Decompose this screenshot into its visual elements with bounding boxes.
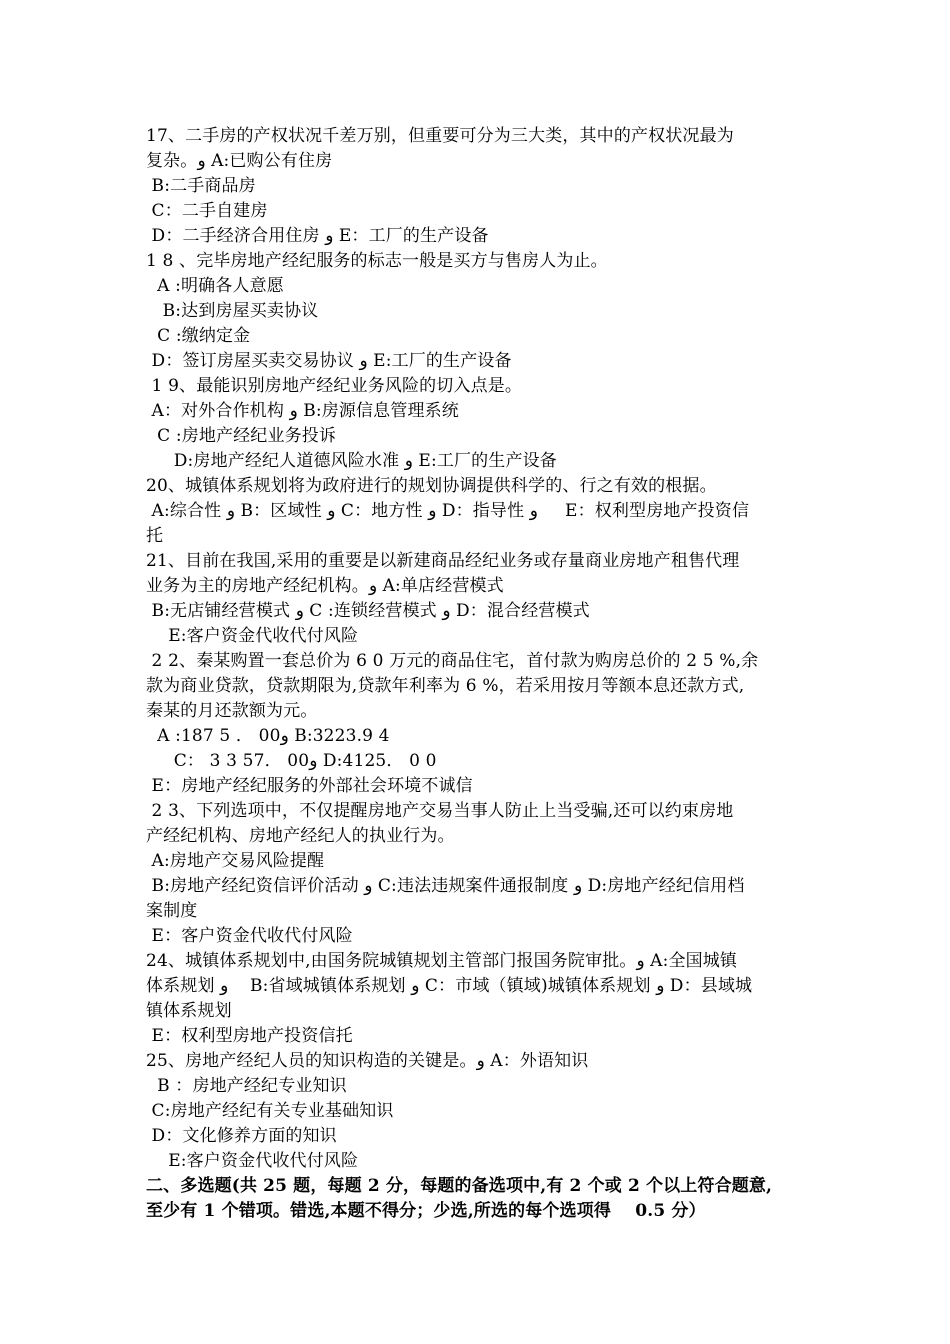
text-line: A :187 5 ． 00و B:3223.9 4 — [146, 726, 390, 746]
text-line: E:客户资金代收代付风险 — [146, 1151, 359, 1171]
text-line: 17、二手房的产权状况千差万别，但重要可分为三大类，其中的产权状况最为 — [146, 126, 734, 146]
text-line: E：权利型房地产投资信托 — [146, 1026, 353, 1046]
text-line: A：对外合作机构 و B:房源信息管理系统 — [146, 401, 459, 421]
text-line: C :缴纳定金 — [146, 326, 251, 346]
text-line: 1 8 、完毕房地产经纪服务的标志一般是买方与售房人为止。 — [146, 251, 608, 271]
text-line: C：二手自建房 — [146, 201, 268, 221]
text-line: E：房地产经纪服务的外部社会环境不诚信 — [146, 776, 473, 796]
document-body — [146, 124, 818, 1224]
text-line: B:达到房屋买卖协议 — [146, 301, 319, 321]
text-line: 业务为主的房地产经纪机构。و A:单店经营模式 — [146, 576, 504, 596]
text-line: B:二手商品房 — [146, 176, 256, 196]
text-line: C :房地产经纪业务投诉 — [146, 426, 337, 446]
text-line: B ：房地产经纪专业知识 — [146, 1076, 347, 1096]
text-line: 款为商业贷款，贷款期限为,贷款年利率为 6 %，若采用按月等额本息还款方式, — [146, 676, 745, 696]
text-line: E:客户资金代收代付风险 — [146, 626, 359, 646]
text-line: B:房地产经纪资信评价活动 و C:违法违规案件通报制度 و D:房地产经纪信用档 — [146, 876, 745, 896]
text-line: 产经纪机构、房地产经纪人的执业行为。 — [146, 826, 455, 846]
text-line: 秦某的月还款额为元。 — [146, 701, 318, 721]
text-line: A:综合性 و B：区域性 و C：地方性 و D：指导性 و E：权利型房地产投资信 — [146, 501, 750, 521]
text-line: 20、城镇体系规划将为政府进行的规划协调提供科学的、行之有效的根据。 — [146, 476, 717, 496]
text-line: 25、房地产经纪人员的知识构造的关键是。و A：外语知识 — [146, 1051, 589, 1071]
text-line: E：客户资金代收代付风险 — [146, 926, 353, 946]
text-line: 镇体系规划 — [146, 1001, 232, 1021]
text-line: D：二手经济合用住房 و E：工厂的生产设备 — [146, 226, 489, 246]
section-heading-line: 至少有 1 个错项。错选,本题不得分；少选,所选的每个选项得 0.5 分） — [146, 1201, 706, 1221]
text-line: 体系规划 و B:省域城镇体系规划 و C：市域（镇域)城镇体系规划 و D：县域城 — [146, 976, 753, 996]
text-line: A :明确各人意愿 — [146, 276, 284, 296]
text-line: D：文化修养方面的知识 — [146, 1126, 337, 1146]
text-line: 2 3、下列选项中，不仅提醒房地产交易当事人防止上当受骗,还可以约束房地 — [146, 801, 734, 821]
text-line: A:房地产交易风险提醒 — [146, 851, 325, 871]
text-line: 托 — [146, 526, 164, 546]
text-line: B:无店铺经营模式 و C :连锁经营模式 و D：混合经营模式 — [146, 601, 590, 621]
section-heading-line: 二、多选题(共 25 题，每题 2 分，每题的备选项中,有 2 个或 2 个以上符合题意, — [146, 1176, 773, 1196]
text-line: 复杂。و A:已购公有住房 — [146, 151, 333, 171]
text-line: C:房地产经纪有关专业基础知识 — [146, 1101, 394, 1121]
text-line: 24、城镇体系规划中,由国务院城镇规划主管部门报国务院审批。و A:全国城镇 — [146, 951, 738, 971]
text-line: C： 3 3 57． 00و D:4125． 0 0 — [146, 751, 437, 771]
text-line: 21、目前在我国,采用的重要是以新建商品经纪业务或存量商业房地产租售代理 — [146, 551, 740, 571]
text-line: D：签订房屋买卖交易协议 و E:工厂的生产设备 — [146, 351, 512, 371]
text-line: 1 9、最能识别房地产经纪业务风险的切入点是。 — [146, 376, 523, 396]
text-line: 案制度 — [146, 901, 198, 921]
text-line: D:房地产经纪人道德风险水准 و E:工厂的生产设备 — [146, 451, 557, 471]
text-line: 2 2、秦某购置一套总价为 6 0 万元的商品住宅，首付款为购房总价的 2 5 %,余 — [146, 651, 759, 671]
